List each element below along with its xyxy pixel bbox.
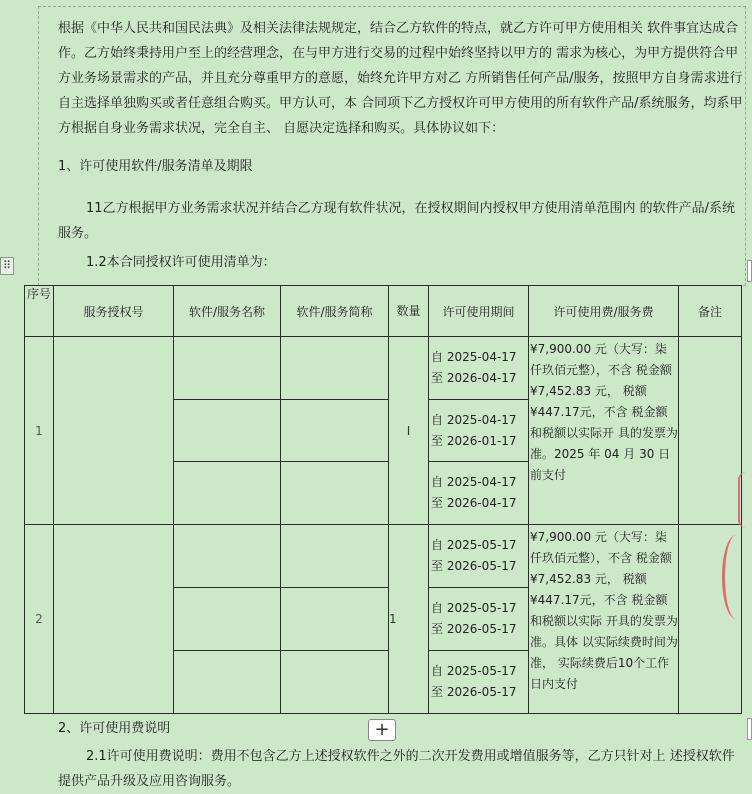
period-from: 自 2025-04-17 (431, 475, 517, 489)
header-short: 软件/服务简称 (281, 286, 389, 337)
add-row-button[interactable]: + (368, 719, 396, 741)
period-cell (429, 400, 529, 462)
period-to: 至 2026-05-17 (431, 685, 517, 699)
name-cell (174, 651, 281, 714)
name-cell (174, 462, 281, 525)
scroll-edge-marker (747, 260, 752, 282)
license-table (24, 285, 742, 714)
short-cell (281, 337, 389, 400)
section-heading-2: 2、许可使用费说明 (58, 721, 171, 736)
period-from: 自 2025-05-17 (431, 664, 517, 678)
short-cell (281, 651, 389, 714)
header-qty: 数量 (389, 286, 429, 337)
scroll-edge-marker (747, 718, 752, 740)
period-cell (429, 462, 529, 525)
seal-stamp-edge (738, 472, 752, 528)
period-from: 自 2025-05-17 (431, 538, 517, 552)
header-period: 许可使用期间 (429, 286, 529, 337)
fee-cell: ¥7,900.00 元（大写：柒仟玖佰元整），不含 税金额¥7,452.83 元， 税额¥447.17元，不含 税金额和税额以实际 开具的发票为准。具体 以实际续费时间为准， 实际续费后10个工作 日内支付 (529, 525, 679, 714)
auth-no-cell (54, 337, 174, 525)
name-cell (174, 337, 281, 400)
seal-stamp-arc (722, 535, 750, 619)
table-row (25, 525, 742, 588)
auth-no-cell (54, 525, 174, 714)
table-header-row (25, 286, 742, 337)
period-cell (429, 337, 529, 400)
header-fee: 许可使用费/服务费 (529, 286, 679, 337)
header-seq: 序号 (25, 286, 54, 337)
clause-2-1: 2.1许可使用费说明：费用不包含乙方上述授权软件之外的二次开发费用或增值服务等，乙方只针对上 述授权软件提供产品升级及应用咨询服务。 (58, 749, 735, 789)
period-cell (429, 525, 529, 588)
period-to: 至 2026-05-17 (431, 622, 517, 636)
name-cell (174, 400, 281, 462)
clause-1-2: 1.2本合同授权许可使用清单为： (86, 255, 276, 270)
table-move-handle-icon[interactable]: ⠿ (0, 257, 14, 275)
qty-cell: I (389, 337, 429, 525)
section-heading-1: 1、许可使用软件/服务清单及期限 (58, 159, 253, 174)
period-cell (429, 588, 529, 651)
period-from: 自 2025-04-17 (431, 350, 517, 364)
period-from: 自 2025-05-17 (431, 601, 517, 615)
note-cell (679, 337, 742, 525)
seq-cell: 2 (25, 525, 54, 714)
table-row (25, 337, 742, 400)
header-auth-no: 服务授权号 (54, 286, 174, 337)
qty-cell: 1 (389, 525, 429, 714)
short-cell (281, 462, 389, 525)
period-to: 至 2026-04-17 (431, 496, 517, 510)
period-from: 自 2025-04-17 (431, 412, 517, 427)
header-note: 备注 (679, 286, 742, 337)
name-cell (174, 588, 281, 651)
period-to: 至 2026-04-17 (431, 371, 517, 385)
period-cell (429, 651, 529, 714)
fee-cell: ¥7,900.00 元（大写：柒仟玖佰元整），不含 税金额¥7,452.83 元， 税额¥447.17元，不含 税金额和税额以实际开 具的发票为准。2025 年 04 月 30 日前支付 (529, 337, 679, 525)
clause-1-1: 11乙方根据甲方业务需求状况并结合乙方现有软件状况，在授权期间内授权甲方使用清单范围内 的软件产品/系统服务。 (58, 201, 736, 241)
seq-cell: 1 (25, 337, 54, 525)
header-name: 软件/服务名称 (174, 286, 281, 337)
short-cell (281, 588, 389, 651)
intro-paragraph: 根据《中华人民共和国民法典》及相关法律法规规定，结合乙方软件的特点，就乙方许可甲方使用相关 软件事宜达成合作。乙方始终秉持用户至上的经营理念，在与甲方进行交易的过程中始终坚持以甲方的 需求为核心，为甲方提供符合甲方业务场景需求的产品，并且充分尊重甲方的意愿，始终允许甲方对乙 方所销售任何产品/服务，按照甲方自身需求进行自主选择单独购买或者任意组合购买。甲方认可，本 合同项下乙方授权许可甲方使用的所有软件产品/系统服务，均系甲方根据自身业务需求状况，完全自主、 自愿决定选择和购买。具体协议如下： (58, 21, 743, 136)
short-cell (281, 525, 389, 588)
short-cell (281, 400, 389, 462)
name-cell (174, 525, 281, 588)
period-to: 至 2026-05-17 (431, 559, 517, 573)
period-to: 至 2026-01-17 (431, 433, 517, 448)
